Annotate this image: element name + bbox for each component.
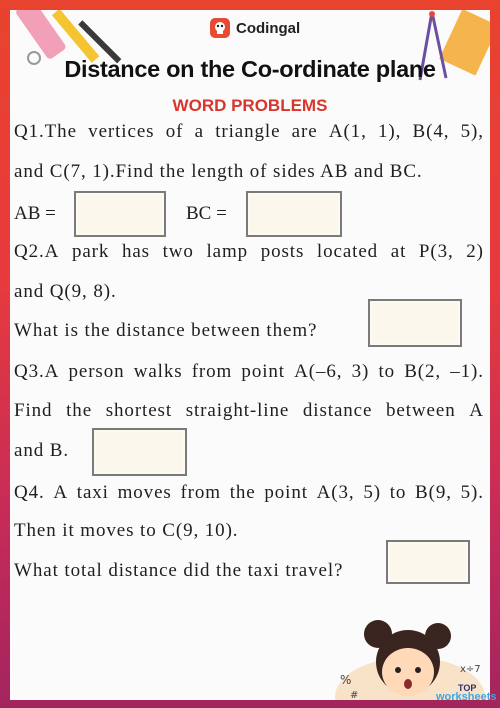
q3-line-2 xyxy=(14,400,484,422)
ab-answer-box[interactable] xyxy=(74,191,166,237)
word: taxi xyxy=(76,482,109,503)
svg-text:%: % xyxy=(340,673,352,687)
frame-top xyxy=(0,0,500,10)
bc-label: BC = xyxy=(186,203,227,224)
word: moves xyxy=(117,482,172,503)
word: the xyxy=(66,400,93,421)
word: 1), xyxy=(377,121,402,142)
word: –1). xyxy=(450,361,484,382)
q2-line-3: What is the distance between them? xyxy=(14,320,318,341)
word: between xyxy=(386,400,456,421)
brand xyxy=(210,16,300,40)
word: shortest xyxy=(105,400,173,421)
bc-answer-box[interactable] xyxy=(246,191,342,237)
word: Q3.A xyxy=(14,361,60,382)
word: 5) xyxy=(363,482,381,503)
word: are xyxy=(291,121,318,142)
word: 2) xyxy=(466,241,484,262)
word: of xyxy=(165,121,184,142)
q2-answer-box[interactable] xyxy=(368,299,462,347)
frame-bottom xyxy=(0,700,500,708)
word: to xyxy=(378,361,396,382)
q4-line-3: What total distance did the taxi travel? xyxy=(14,560,344,581)
logo-worksheets-text: worksheets xyxy=(436,691,497,703)
q2-line-1 xyxy=(14,241,484,263)
q2-line-2: and Q(9, 8). xyxy=(14,281,117,302)
word: B(4, xyxy=(412,121,450,142)
word: at xyxy=(390,241,407,262)
word: P(3, xyxy=(418,241,454,262)
word: lamp xyxy=(206,241,249,262)
word: 5), xyxy=(460,121,484,142)
word: distance xyxy=(302,400,373,421)
q1-line-1 xyxy=(14,121,484,143)
word: 3) xyxy=(351,361,370,382)
word: has xyxy=(121,241,150,262)
q3-answer-box[interactable] xyxy=(92,428,187,476)
page-title: Distance on the Co-ordinate plane xyxy=(64,56,436,82)
svg-text:#: # xyxy=(350,690,359,700)
q3-line-1 xyxy=(14,361,484,383)
word: 5). xyxy=(460,482,484,503)
q1-line-2: and C(7, 1).Find the length of sides AB and BC. xyxy=(14,161,423,182)
logo-top-text: TOP xyxy=(458,683,477,693)
word: A xyxy=(469,400,484,421)
word: A(1, xyxy=(328,121,367,142)
word: vertices xyxy=(88,121,155,142)
word: to xyxy=(389,482,407,503)
word: two xyxy=(162,241,194,262)
q4-line-1 xyxy=(14,482,484,504)
q4-line-2: Then it moves to C(9, 10). xyxy=(14,520,239,541)
word: from xyxy=(191,361,233,382)
word: B(2, xyxy=(404,361,442,382)
word: Q1.The xyxy=(14,121,77,142)
word: point xyxy=(241,361,285,382)
word: point xyxy=(264,482,308,503)
word: triangle xyxy=(215,121,281,142)
word: person xyxy=(68,361,125,382)
word: park xyxy=(71,241,110,262)
word: Q2.A xyxy=(14,241,60,262)
codingal-logo-icon xyxy=(210,18,230,38)
q4-answer-box[interactable] xyxy=(386,540,470,584)
word: B(9, xyxy=(415,482,452,503)
word: the xyxy=(229,482,256,503)
word: A(3, xyxy=(316,482,355,503)
word: Find xyxy=(14,400,53,421)
top-worksheets-logo xyxy=(436,684,497,702)
word: straight-line xyxy=(185,400,290,421)
word: a xyxy=(194,121,204,142)
word: Q4. xyxy=(14,482,45,503)
ab-label: AB = xyxy=(14,203,56,224)
word: walks xyxy=(133,361,183,382)
word: posts xyxy=(260,241,305,262)
word: A xyxy=(53,482,69,503)
word: from xyxy=(180,482,221,503)
svg-text:x÷7: x÷7 xyxy=(460,664,481,675)
brand-name: Codingal xyxy=(236,19,301,37)
q3-line-3: and B. xyxy=(14,440,70,461)
word: A(–6, xyxy=(294,361,343,382)
word: located xyxy=(316,241,379,262)
page-subtitle: WORD PROBLEMS xyxy=(172,96,328,115)
